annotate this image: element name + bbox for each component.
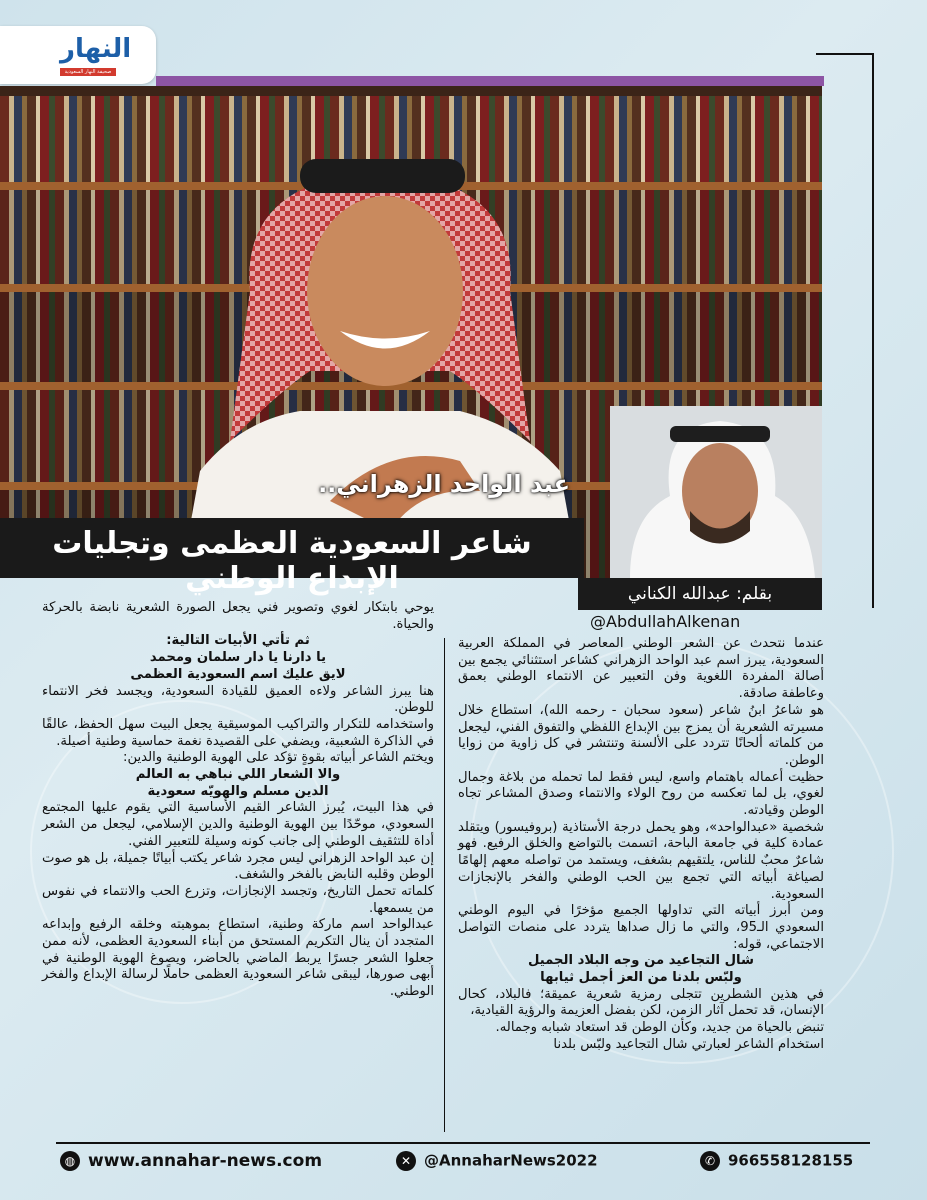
footer-social[interactable] xyxy=(396,1151,598,1171)
paragraph: كلماته تحمل التاريخ، وتجسد الإنجازات، وتزرع الحب والانتماء في نفوس من يسمعها. xyxy=(42,883,434,916)
article-column-left xyxy=(42,600,434,1001)
social-handle[interactable]: @AnnaharNews2022 xyxy=(424,1151,598,1170)
paragraph: هنا يبرز الشاعر ولاءه العميق للقيادة السعودية، ويجسد فخر الانتماء للوطن. xyxy=(42,683,434,716)
byline-author: بقلم: عبدالله الكناني xyxy=(578,578,822,610)
poem-verse: شال التجاعيد من وجه البلاد الجميل xyxy=(528,953,754,969)
paragraph: شخصية «عبدالواحد»، وهو يحمل درجة الأستاذية (بروفيسور) ويتقلد عمادة كلية في جامعة الباحة، اتسمت بالتواضع والخلق الرفيع. فهو شاعرٌ محبٌ للناس، يلتقيهم بشغف، ويستمد من تواصله معهم إلهامًا لصياغة أبياته التي تجمع بين الحب الوطني والفخر بالإنجازات السعودية. xyxy=(458,819,824,902)
globe-icon: ◍ xyxy=(60,1151,80,1171)
x-icon: ✕ xyxy=(396,1151,416,1171)
article-column-right xyxy=(458,636,824,1054)
poem-verse: الدين مسلم والهويّه سعودية xyxy=(147,783,329,799)
paragraph: واستخدامه للتكرار والتراكيب الموسيقية يجعل البيت سهل الحفظ، عالقًا في الذاكرة الشعبية، ويضفي على القصيدة نغمة حماسية وطنية أصيلة. xyxy=(42,716,434,749)
hero-image xyxy=(0,86,822,578)
accent-bar xyxy=(156,76,824,86)
whatsapp-icon: ✆ xyxy=(700,1151,720,1171)
frame-line xyxy=(872,53,874,608)
footer-rule xyxy=(56,1142,870,1144)
paragraph: عندما نتحدث عن الشعر الوطني المعاصر في المملكة العربية السعودية، يبرز اسم عبد الواحد الزهراني كشاعر استثنائي يجمع بين أصالة المفردة اللغوية وفن التعبير عن الانتماء الوطني بعمق وعاطفة صادقة. xyxy=(458,636,824,702)
paragraph: تنبض بالحياة من جديد، وكأن الوطن قد استعاد شبابه وجماله. xyxy=(495,1020,824,1036)
paragraph: في هذا البيت، يُبرز الشاعر القيم الأساسية التي يقوم عليها المجتمع السعودي، موحّدًا بين الهوية الوطنية والدين الإسلامي، ليجعل من الشعر أداة للتثقيف الوطني إلى جانب كونه وسيلة للتعبير الفني. xyxy=(42,800,434,849)
poet-portrait xyxy=(180,141,580,578)
column-divider xyxy=(444,638,445,1132)
poem-verse: ولبّس بلدنا من العز أجمل ثيابها xyxy=(540,970,742,986)
paragraph: في هذين الشطرين تتجلى رمزية شعرية عميقة؛ فالبلاد، كحال الإنسان، قد تحمل آثار الزمن، لكن بفضل العزيمة والرؤية القيادية، xyxy=(458,986,824,1019)
paragraph: استخدام الشاعر لعبارتي شال التجاعيد ولبّس بلدنا xyxy=(553,1036,824,1052)
poem-verse: والا الشعار اللي نباهي به العالم xyxy=(135,767,341,783)
paragraph: عبدالواحد اسم ماركة وطنية، استطاع بموهبته وخلقه الرفيع وإبداعه المتجدد أن ينال التكريم المستحق من أبناء السعودية العظمى، لأنه ممن جعلوا الشعر جسرًا يربط الماضي بالحاضر، ويصوغ الهوية الوطنية في أبهى صورها، ليبقى شاعر السعودية العظمى حاملًا لرسالة الإبداع والفخر الوطني. xyxy=(42,917,434,1000)
poem-verse: لايق عليك اسم السعودية العظمى xyxy=(130,666,346,682)
website-link[interactable]: www.annahar-news.com xyxy=(88,1151,323,1171)
paragraph: هو شاعرُ ابنُ شاعر (سعود سحبان - رحمه الله)، استطاع خلال مسيرته الشعرية أن يمزج بين الإبداع اللفظي والتفوق الفني، ليجعل من كلماته ألحانًا تتردد على الألسنة وتنتشر في كل زاوية من زوايا الوطن. xyxy=(458,702,824,768)
subheading: ثم تأتي الأبيات التالية: xyxy=(166,633,310,649)
phone-number[interactable]: 966558128155 xyxy=(728,1151,854,1170)
headline-title: شاعر السعودية العظمى وتجليات الإبداع الوطني xyxy=(52,526,532,596)
paragraph: إن عبد الواحد الزهراني ليس مجرد شاعر يكتب أبياتًا جميلة، بل هو صوت الوطن وقلبه النابض بالفخر والشغف. xyxy=(42,850,434,883)
poem-verse: يا دارنا يا دار سلمان ومحمد xyxy=(149,650,327,666)
frame-line xyxy=(816,53,874,55)
author-portrait xyxy=(610,406,822,578)
footer-phone[interactable] xyxy=(700,1151,853,1171)
paragraph: حظيت أعماله باهتمام واسع، ليس فقط لما تحمله من بلاغة وجمال لغوي، بل لما تعكسه من روح الولاء والانتماء وصدق المشاعر تجاه الوطن وقيادته. xyxy=(458,769,824,819)
paragraph: ومن أبرز أبياته التي تداولها الجميع مؤخرًا في اليوم الوطني السعودي الـ95، والتي ما زال صداها يتردد على منصات التواصل الاجتماعي، قوله: xyxy=(458,903,824,952)
byline-handle: @AbdullahAlkenan xyxy=(590,612,741,631)
logo-subtitle: صحيفة النهار السعودية xyxy=(60,68,116,76)
headline-kicker: عبد الواحد الزهراني.. xyxy=(318,470,570,498)
paragraph: ويختم الشاعر أبياته بقوةٍ تؤكد على الهوية الوطنية والدين: xyxy=(123,750,434,766)
footer-website[interactable] xyxy=(60,1151,322,1171)
paragraph: يوحي بابتكار لغوي وتصوير فني يجعل الصورة الشعرية نابضة بالحركة والحياة. xyxy=(42,600,434,632)
logo: النهار xyxy=(60,34,132,64)
